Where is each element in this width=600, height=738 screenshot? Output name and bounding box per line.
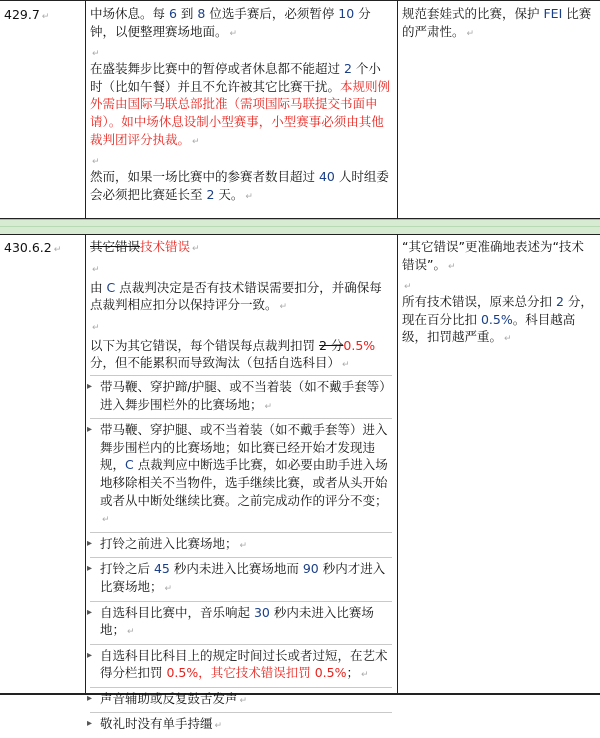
bullet-icon: ▸ [87, 537, 93, 549]
col-divider-1b [85, 234, 86, 695]
col-divider-2 [397, 0, 398, 219]
paragraph-mark-icon: ↵ [245, 191, 253, 202]
list-item: ▸ 打铃之后 45 秒内未进入比赛场地而 90 秒内才进入比赛场地； ↵ [90, 557, 392, 600]
bullet-icon: ▸ [87, 718, 93, 730]
revision-insert: 0.5% [343, 337, 376, 353]
col-divider-1 [85, 0, 86, 219]
paragraph-mark-icon: ↵ [92, 264, 100, 275]
table-row [4, 6, 82, 27]
rule-paragraph: 以下为其它错误，每个错误每点裁判扣罚 2 分0.5%分，但不能累积而导致淘汰（包括自选科目） ↵ [90, 337, 376, 371]
paragraph-mark-icon: ↵ [404, 282, 412, 293]
rule-comment: “其它错误”更准确地表述为“技术错误”。 ↵ ↵ 所有技术错误，原来总分扣 2 分，现在百分比扣 0.5%。科目越高级，扣罚越严重。 ↵ [402, 239, 593, 345]
paragraph-mark-icon: ↵ [53, 245, 62, 255]
rule-content [90, 5, 392, 206]
paragraph-mark-icon: ↵ [279, 302, 288, 313]
rule-paragraph: 然而，如果一场比赛中的参赛者数目超过 40 人时组委会必须把比赛延长至 2 天。 ↵ [90, 169, 389, 202]
rule-paragraph: 由 C 点裁判决定是否有技术错误需要扣分，并确保每点裁判相应扣分以保持评分一致。 ↵ [90, 279, 382, 313]
revision-delete: 其它错误 [90, 239, 141, 254]
paragraph-mark-icon: ↵ [192, 136, 200, 147]
bullet-icon: ▸ [87, 649, 93, 661]
rule-title [90, 238, 392, 259]
bullet-icon: ▸ [87, 606, 93, 618]
rule-content [87, 238, 392, 738]
rule-number: 430.6.2 [4, 240, 52, 255]
bullet-icon: ▸ [87, 424, 93, 436]
list-item: ▸ 带马鞭、穿护蹄/护腿、或不当着装（如不戴手套等）进入舞步围栏外的比赛场地； ↵ [90, 375, 392, 418]
paragraph-mark-icon: ↵ [466, 28, 475, 39]
list-item: ▸ 打铃之前进入比赛场地； ↵ [90, 532, 392, 558]
revision-insert: 技术错误 [140, 239, 191, 254]
list-item: ▸ 自选科目比科目上的规定时间过长或者过短，在艺术得分栏扣罚 0.5%，其它技术错误扣罚 0.5%； ↵ [90, 644, 392, 687]
bullet-icon: ▸ [87, 380, 93, 392]
table-row-separator [0, 219, 600, 235]
row-2-top-border [0, 234, 600, 235]
list-item: ▸ 敬礼时没有单手持缰 ↵ [90, 712, 392, 738]
list-item: ▸ 带马鞭、穿护腿、或不当着装（如不戴手套等）进入舞步围栏内的比赛场地；如比赛已经开始才发现违规，C 点裁判应中断选手比赛，如必要由助手进入场地移除相关不当物件，选手继续比赛，或者从头开始或者从中断处继续比赛。之前完成动作的评分不变；↵ [90, 418, 392, 532]
paragraph-mark-icon: ↵ [92, 49, 100, 60]
list-item: ▸ 自选科目比赛中，音乐响起 30 秒内未进入比赛场地； ↵ [90, 601, 392, 644]
revision-delete: 2 分 [318, 337, 344, 353]
paragraph-mark-icon: ↵ [504, 334, 512, 345]
table-row [4, 239, 82, 260]
revision-insert: 0.5%，其它技术错误扣罚 0.5% [166, 665, 347, 681]
table-top-border [0, 0, 600, 1]
bullet-icon: ▸ [87, 692, 93, 704]
rule-comment: 规范套娃式的比赛，保护 FEI 比赛的严肃性。 ↵ [402, 6, 592, 39]
rule-paragraph: 在盛装舞步比赛中的暂停或者休息都不能超过 2 个小时（比如午餐）并且不允许被其它比赛干扰。本规则例外需由国际马联总部批准（需项国际马联提交书面申请）。如中场休息设制小型赛事，小型赛事必须由其他裁判团评分执裁。 ↵ [90, 61, 391, 147]
paragraph-mark-icon: ↵ [92, 322, 100, 333]
list-item: ▸ 声音辅助或反复鼓舌发声 ↵ [90, 687, 392, 713]
paragraph-mark-icon: ↵ [192, 244, 200, 254]
paragraph-mark-icon: ↵ [447, 261, 456, 272]
paragraph-mark-icon: ↵ [92, 157, 100, 168]
paragraph-mark-icon: ↵ [41, 12, 50, 22]
rule-number: 429.7 [4, 7, 40, 22]
paragraph-mark-icon: ↵ [342, 360, 350, 371]
revision-insert: 本规则例外需由国际马联总部批准（需项国际马联提交书面申请）。如中场休息设制小型赛事，小型赛事必须由其他裁判团评分执裁。 [90, 78, 391, 147]
col-divider-2b [397, 234, 398, 695]
bullet-icon: ▸ [87, 563, 93, 575]
rule-paragraph: 中场休息。每 6 到 8 位选手赛后，必须暂停 10 分钟，以便整理赛场地面。 ↵ [90, 6, 371, 39]
paragraph-mark-icon: ↵ [229, 28, 238, 39]
